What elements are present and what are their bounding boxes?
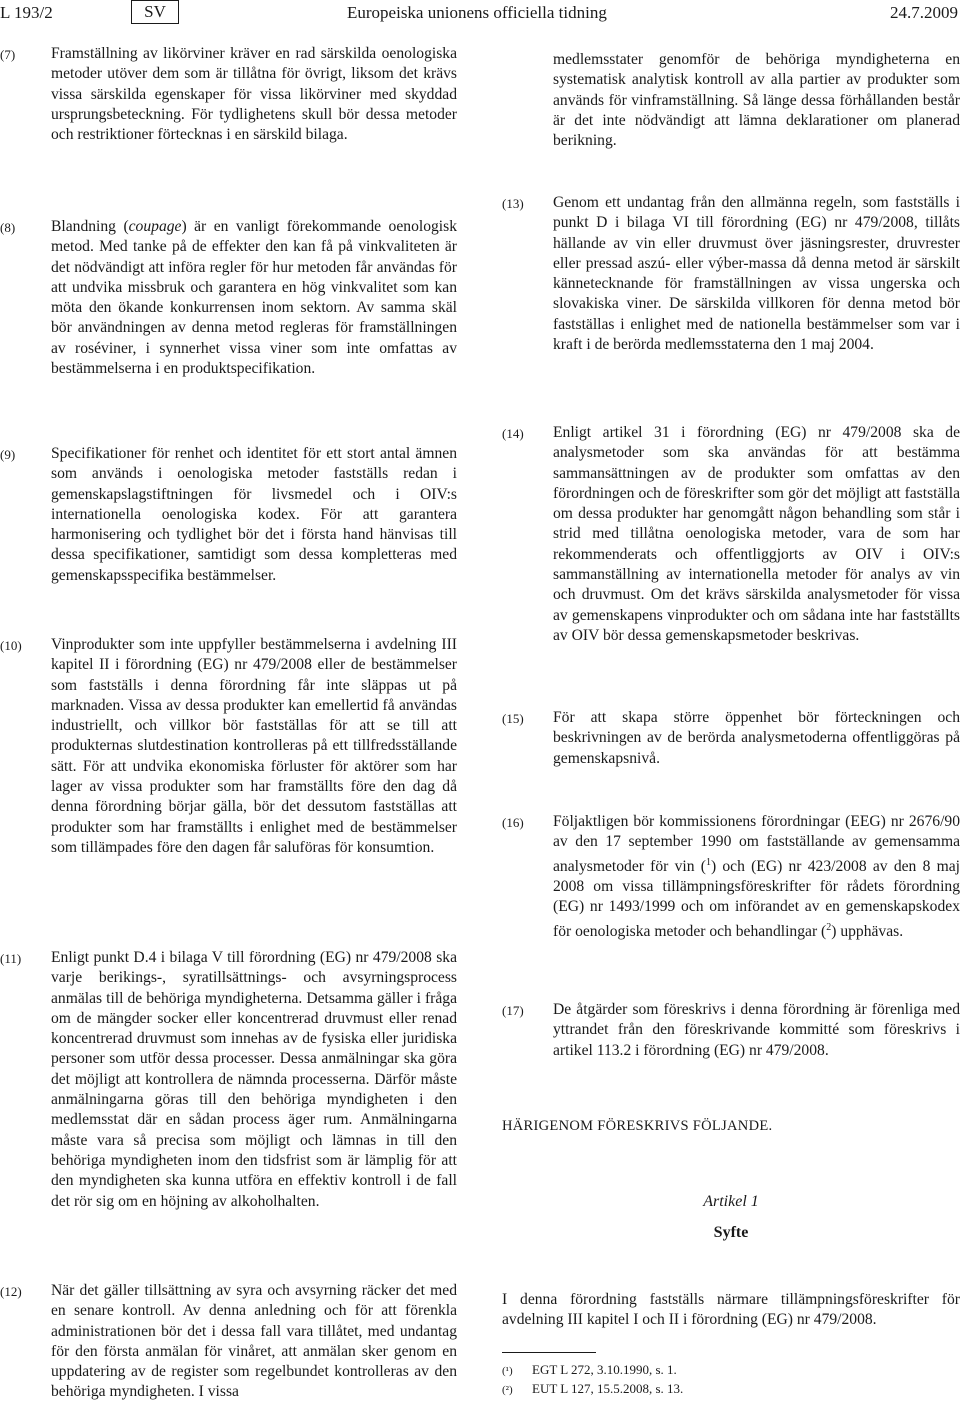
article-subject: Syfte (713, 1224, 749, 1241)
recital-number: (12) (0, 1284, 22, 1299)
recital-text: Vinprodukter som inte uppfyller bestämmelserna i avdelning III kapitel II i förordning (EG) nr 479/2008 eller de bestämmelser som fastställs i denna förordning får inte släppas ut på marknaden. Vissa av dessa produkter kan emellertid få användas industriellt, och villkor bör fastställas för att se till att produkternas slutdestination kontrolleras på ett tillfredsställande sätt. För att undvika ekonomiska förluster för aktörer som har lager av vissa produkter som har framställts före den dag då denna förordning börjar gälla, bör det dessutom fastställas att produkter som har framställts i enlighet med de bestämmelser som tillämpades före den dagen får saluföras för konsumtion. (51, 636, 457, 856)
recital-text: Framställning av likörviner kräver en rad särskilda oenologiska metoder utöver dem som är tillåtna för övrigt, liksom det krävs vissa särskilda egenskaper för vissa likörviner med skyddad ursprungsbeteckning. För tydlighetens skull bör dessa metoder och restriktioner förtecknas i en särskild bilaga. (51, 45, 457, 144)
recital-text: Genom ett undantag från den allmänna regeln, som fastställs i punkt D i bilaga VI till förordning (EG) nr 479/2008, tillåts hällande av vin eller druvmust över jäsningsrester, druvrester eller pressad aszú- eller výber-massa då denna metod är särskilt kännetecknande för framställningen av vissa ungerska och slovakiska viner. De särskilda villkoren för denna metod bör fastställas i enlighet med de nationella bestämmelser som var i kraft i de berörda medlemsstaterna den 1 maj 2004. (553, 194, 960, 354)
italic-term: coupage (128, 218, 182, 235)
recital-text: Blandning (coupage) är en vanligt förekommande oenologisk metod. Med tanke på de effekter den kan få på vinkvaliteten är det nödvändigt att införa regler för hur metoden får användas för att undvika missbruk och garantera en hög vinkvalitet som kan möta den ökande konkurrensen inom sektorn. Av samma skäl bör användningen av denna metod regleras för framställningen av roséviner, i synnerhet vissa viner som inte omfattas av bestämmelserna i en produktspecifikation. (51, 218, 457, 378)
recital-text: De åtgärder som föreskrivs i denna förordning är förenliga med yttrandet från den föreskrivande kommitté som föreskrivs i artikel 113.2 i förordning (EG) nr 479/2008. (553, 1001, 960, 1059)
recital-17 (502, 1000, 960, 1061)
recital-12-continued (502, 50, 960, 151)
recital-number: (7) (0, 47, 16, 62)
recital-11 (0, 948, 457, 1212)
recital-number: (9) (0, 447, 16, 462)
recital-number: (17) (502, 1003, 524, 1018)
journal-title: Europeiska unionens officiella tidning (347, 3, 607, 22)
page-number: L 193/2 (0, 3, 53, 22)
publication-date: 24.7.2009 (890, 3, 958, 22)
recital-7 (0, 44, 457, 145)
recital-number: (8) (0, 220, 16, 235)
footnote-1 (502, 1362, 677, 1379)
language-badge: SV (131, 0, 179, 24)
recital-number: (14) (502, 426, 524, 441)
footnote-divider (502, 1352, 596, 1353)
article-title: Artikel 1 (703, 1193, 759, 1210)
recital-number: (11) (0, 951, 22, 966)
recital-14 (502, 423, 960, 646)
recital-10 (0, 635, 457, 858)
recital-number: (13) (502, 196, 524, 211)
recital-text: medlemsstater genomför de behöriga myndigheterna en systematisk analytisk kontroll av alla partier av produkter som används för vinframställning. Så länge dessa förhållanden består är det inte nödvändigt att lämna deklarationer om planerad berikning. (553, 51, 960, 150)
recital-15 (502, 708, 960, 769)
recital-text: När det gäller tillsättning av syra och avsyrning räcker det med en senare kontroll. Av denna anledning och för att förenkla administrationen bör det i dessa fall vara tillåtet, med undantag för den första anmälan för vinåret, att anmälan sker genom en uppdatering av de register som regelbundet kontrolleras av den behöriga myndigheten. I vissa (51, 1282, 457, 1401)
article-text: I denna förordning fastställs närmare tillämpningsföreskrifter för avdelning III kapitel I och II i förordning (EG) nr 479/2008. (502, 1291, 960, 1329)
recital-text: Enligt artikel 31 i förordning (EG) nr 479/2008 ska de analysmetoder som ska användas för att bestämma sammansättningen av de produkter som omfattas av den förordningen och de föreskrifter som gör det möjligt att fastställa om dessa produkter har genomgått någon behandling som står i strid med tillåtna oenologiska metoder, vara de som har rekommenderats och offentliggjorts av OIV i OIV:s sammanställning av internationella metoder för analys av vin och druvmust. Om det krävs särskilda analysmetoder för vissa av gemenskapens vinprodukter och om sådana inte har fastställts av OIV bör dessa gemenskapsmetoder beskrivas. (553, 424, 960, 644)
recital-number: (16) (502, 815, 524, 830)
enacting-formula: HÄRIGENOM FÖRESKRIVS FÖLJANDE. (502, 1118, 773, 1134)
recital-8 (0, 217, 457, 379)
footnote-ref: 2 (826, 921, 832, 933)
recital-9 (0, 444, 457, 586)
recital-13 (502, 193, 960, 355)
recital-16 (502, 812, 960, 942)
footnote-ref: 1 (705, 856, 711, 868)
footnote-text: EUT L 127, 15.5.2008, s. 13. (532, 1381, 684, 1396)
recital-text: För att skapa större öppenhet bör förteckningen och beskrivningen av de berörda analysmetoderna offentliggöras på gemenskapsnivå. (553, 709, 960, 767)
recital-text: Specifikationer för renhet och identitet för ett stort antal ämnen som används i oenologiska metoder fastställs redan i gemenskapslagstiftningen för livsmedel och i OIV:s internationella oenologiska kodex. För att garantera harmonisering och tydlighet bör det i första hand hänvisas till dessa specifikationer, samtidigt som dessa kompletteras med gemenskapsspecifika bestämmelser. (51, 445, 457, 584)
recital-text: Följaktligen bör kommissionens förordningar (EEG) nr 2676/90 av den 17 september 1990 om fastställande av gemensamma analysmetoder för vin ($^1$) och (EG) nr 423/2008 av den 8 maj 2008 om vissa tillämpningsföreskrifter för rådets förordning (EG) nr 1493/1999 och om införandet av en gemenskapskodex för oenologiska metoder och behandlingar ($^2$) upphävas. (553, 813, 960, 940)
recital-12 (0, 1281, 457, 1403)
recital-number: (10) (0, 638, 22, 653)
recital-number: (15) (502, 711, 524, 726)
page-header (0, 0, 960, 26)
footnote-mark: (²) (502, 1384, 513, 1396)
footnote-2 (502, 1381, 683, 1398)
footnote-text: EGT L 272, 3.10.1990, s. 1. (532, 1362, 677, 1377)
recital-text: Enligt punkt D.4 i bilaga V till förordning (EG) nr 479/2008 ska varje berikings-, syratillsättnings- och avsyrningsprocess anmälas till de behöriga myndigheterna. Detsamma gäller i fråga om de mängder socker eller koncentrerad druvmust eller renad koncentrerad druvmust som innehas av de fysiska eller juridiska personer som utför dessa processer. Dessa anmälningar ska göra det möjligt att kontrollera de nämnda processerna. Därför måste anmälningarna göras till den behöriga myndigheten i den medlemsstat där en sådan process äger rum. Anmälningarna måste vara så precisa som möjligt och lämnas in till den behöriga myndigheten inom den tidsfrist som är lämplig för att den myndigheten ska kunna utföra en effektiv kontroll i de fall det rör sig om en höjning av alkoholhalten. (51, 949, 457, 1210)
footnote-mark: (¹) (502, 1365, 513, 1377)
